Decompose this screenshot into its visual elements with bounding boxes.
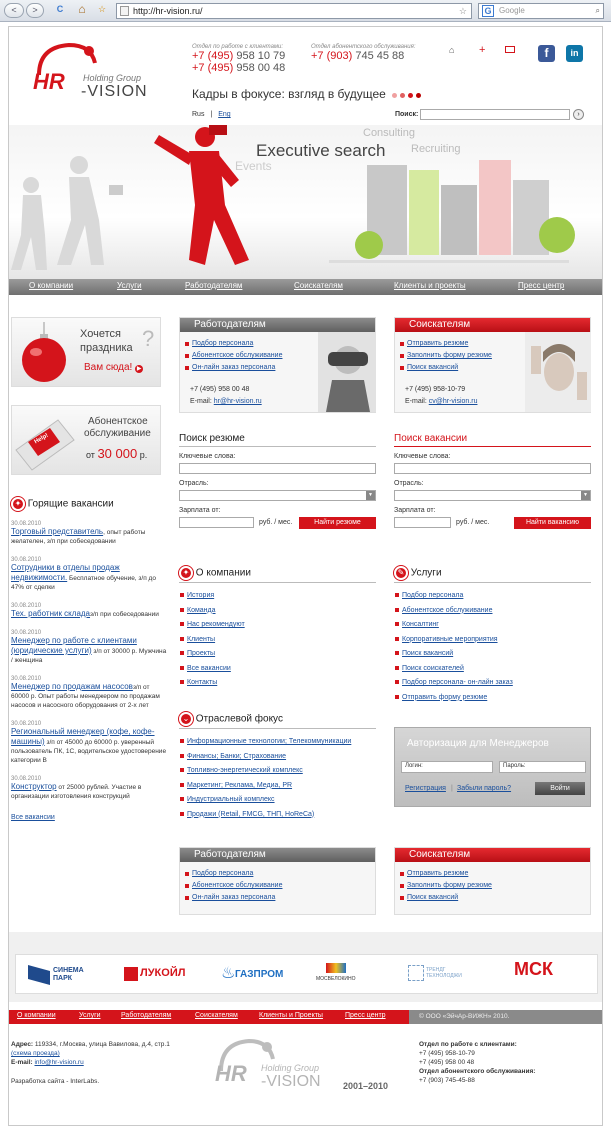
- banner-title: Executive search: [256, 141, 386, 160]
- list-item[interactable]: [184, 880, 371, 892]
- employers-box: [179, 317, 376, 413]
- list-item-link[interactable]: Финансы; Банки; Страхование: [187, 752, 287, 760]
- list-item-link[interactable]: Он-лайн заказ персонала: [192, 364, 276, 371]
- list-item-link[interactable]: Контакты: [187, 679, 218, 686]
- hot-list: [11, 521, 169, 801]
- page-icon: [120, 6, 129, 16]
- phone-code: +7 (903): [311, 50, 353, 62]
- stripes-icon: [326, 963, 346, 973]
- list-item-link[interactable]: Клиенты: [187, 635, 216, 643]
- promo-title: Абонентское: [88, 416, 148, 427]
- search-placeholder: Google: [499, 6, 525, 15]
- vacancy-title-link[interactable]: Сотрудники в отделы продаж недвижимости.: [11, 563, 120, 582]
- mail-icon[interactable]: [505, 46, 515, 53]
- vacancy-item: [11, 603, 169, 619]
- vacancy-body: [11, 527, 169, 546]
- list-item[interactable]: [394, 691, 591, 706]
- pencil-icon: ✎: [394, 566, 408, 580]
- chevron-down-icon: ▼: [366, 491, 375, 500]
- forgot-password-link[interactable]: Забыли пароль?: [457, 785, 512, 792]
- sitemap-icon[interactable]: +: [479, 44, 486, 56]
- vacancy-desc: з/п при собеседовании: [90, 611, 159, 618]
- search-bar[interactable]: [478, 3, 604, 19]
- employers-phone: +7 (495) 958 00 48: [190, 386, 250, 393]
- salary-label: Зарплата от:: [179, 507, 221, 514]
- vacancy-date: 30.08.2010: [11, 630, 42, 636]
- vacancy-search: [394, 433, 591, 533]
- footer-link-services[interactable]: Услуги: [79, 1012, 101, 1019]
- password-label: Пароль:: [503, 763, 526, 769]
- industry-label: Отрасль:: [394, 480, 424, 487]
- bookmark-star-icon[interactable]: ☆: [97, 4, 107, 14]
- price-prefix: от: [86, 450, 95, 460]
- list-item-link[interactable]: Абонентское обслуживание: [192, 352, 283, 359]
- menu-item-clients[interactable]: Клиенты и проекты: [394, 281, 466, 290]
- menu-item-press[interactable]: Пресс центр: [518, 281, 565, 290]
- box-title: Соискателям: [395, 848, 590, 862]
- subs-label: Отдел абонентского обслуживания:: [419, 1068, 536, 1075]
- search-go-button[interactable]: ›: [573, 109, 584, 120]
- list-item-link[interactable]: Продажи (Retail, FMCG, ТНП, HoReCa): [187, 810, 315, 818]
- list-item[interactable]: [179, 589, 376, 604]
- about-title: О компании: [195, 567, 251, 579]
- phone-number: 958 10 79: [236, 50, 286, 62]
- keywords-label: Ключевые слова:: [179, 453, 236, 460]
- list-item[interactable]: [179, 808, 376, 823]
- list-item[interactable]: [179, 750, 376, 765]
- address-label: Адрес:: [11, 1041, 34, 1048]
- grid-icon: [408, 965, 424, 981]
- services-list: [394, 589, 591, 705]
- tagline-text: Кадры в фокусе: взгляд в будущее: [192, 87, 386, 101]
- keywords-label: Ключевые слова:: [394, 453, 451, 460]
- list-item[interactable]: [179, 779, 376, 794]
- employers-list: [180, 862, 375, 910]
- phone-number: 958 00 48: [236, 62, 286, 74]
- resume-industry-select[interactable]: [179, 490, 376, 501]
- box-title: Работодателям: [180, 318, 375, 332]
- auth-title: Авторизация для Менеджеров: [407, 738, 549, 749]
- dot-icon: [408, 93, 413, 98]
- industry-label: Отрасль:: [179, 480, 209, 487]
- web-page: [8, 26, 603, 1126]
- vacancy-date: 30.08.2010: [11, 676, 42, 682]
- logo[interactable]: [29, 41, 179, 101]
- footer-logo-holding: Holding Group: [261, 1063, 320, 1073]
- password-input[interactable]: [499, 761, 586, 773]
- main-menu: [9, 279, 603, 295]
- list-item[interactable]: [399, 868, 586, 880]
- list-item[interactable]: [394, 676, 591, 691]
- footer-contacts: [419, 1040, 599, 1085]
- partner-logo-cinema[interactable]: [28, 963, 98, 987]
- promo-price: [86, 446, 147, 461]
- partner-name: СИНЕМА ПАРК: [53, 967, 84, 982]
- vacancy-date: 30.08.2010: [11, 721, 42, 727]
- vacancy-desc: , опыт работы желателен, з/п при собеседовании: [11, 529, 146, 545]
- refresh-button[interactable]: C: [56, 4, 64, 14]
- seekers-email[interactable]: cv@hr-vision.ru: [428, 398, 478, 405]
- forward-button[interactable]: >: [26, 3, 44, 18]
- list-item[interactable]: [179, 633, 376, 648]
- vacancy-title-link[interactable]: Региональный менеджер (кофе, кофе-машины): [11, 727, 155, 746]
- register-link[interactable]: Регистрация: [405, 785, 446, 792]
- list-item[interactable]: [394, 618, 591, 633]
- clients-label: Отдел по работе с клиентами:: [419, 1041, 517, 1048]
- home-button[interactable]: ⌂: [78, 2, 86, 16]
- list-item-link[interactable]: Отправить форму резюме: [402, 693, 488, 701]
- services-section: [394, 566, 591, 705]
- footer-logo-hr: HR: [215, 1061, 247, 1086]
- vacancy-item: [11, 776, 169, 801]
- login-label: Логин:: [405, 763, 423, 769]
- vacancy-date: 30.08.2010: [11, 521, 42, 527]
- footer-link-employers[interactable]: Работодателям: [121, 1012, 172, 1019]
- list-item[interactable]: [179, 793, 376, 808]
- vacancy-body: [11, 727, 169, 765]
- about-list: [179, 589, 376, 691]
- clients-phone: +7 (495) 958 00 48: [419, 1059, 475, 1066]
- seekers-list: [395, 862, 590, 910]
- vacancy-item: [11, 521, 169, 546]
- salary-label: Зарплата от:: [394, 507, 436, 514]
- promo-holiday[interactable]: [11, 317, 161, 387]
- partner-name: МСК: [514, 959, 553, 979]
- lukoil-icon: [124, 967, 138, 981]
- seekers-box: [394, 317, 591, 413]
- vacancy-desc: от 25000 рублей. Участие в организации изготовления конструкций: [11, 784, 142, 800]
- list-item-link[interactable]: Подбор персонала- он-лайн заказ: [402, 679, 513, 686]
- site-search-input[interactable]: [420, 109, 570, 120]
- partner-name: ЛУКОЙЛ: [140, 967, 186, 979]
- chevron-down-icon: ▼: [581, 491, 590, 500]
- vacancy-industry-select[interactable]: [394, 490, 591, 501]
- promo-title: Хочется: [80, 328, 121, 340]
- woman-frame-photo: [525, 332, 591, 412]
- footer-years: 2001–2010: [343, 1081, 389, 1091]
- box-title: Работодателям: [180, 848, 375, 862]
- list-item-link[interactable]: Поиск вакансий: [402, 650, 454, 657]
- list-item-link[interactable]: Отправить резюме: [407, 340, 469, 347]
- clients-label: Отдел по работе с клиентами:: [192, 44, 284, 50]
- services-title: Услуги: [410, 567, 442, 579]
- search-label: Поиск:: [395, 111, 419, 118]
- price-suffix: р.: [139, 450, 148, 460]
- find-resume-button[interactable]: Найти резюме: [299, 517, 376, 529]
- list-item-link[interactable]: Проекты: [187, 650, 216, 657]
- fire-icon: ✦: [11, 497, 25, 511]
- vacancy-body: [11, 609, 169, 619]
- vacancy-item: [11, 676, 169, 710]
- menu-item-services[interactable]: Услуги: [117, 281, 142, 290]
- list-item[interactable]: [179, 604, 376, 619]
- list-item-link[interactable]: История: [187, 592, 215, 599]
- footer-link-seekers[interactable]: Соискателям: [195, 1012, 238, 1019]
- list-item-link[interactable]: Поиск соискателей: [402, 664, 464, 672]
- footer-link-clients[interactable]: Клиенты и Проекты: [259, 1012, 323, 1019]
- list-item-link[interactable]: Маркетинг; Реклама, Медиа, PR: [187, 781, 293, 789]
- list-item-link[interactable]: Нас рекомендуют: [187, 621, 245, 628]
- banner-word-events: Events: [235, 159, 272, 173]
- hr-icon: ✦: [179, 566, 193, 580]
- vacancy-body: [11, 782, 169, 801]
- home-icon[interactable]: ⌂: [449, 45, 455, 55]
- list-item[interactable]: [179, 662, 376, 677]
- promo-link[interactable]: [84, 362, 143, 373]
- vacancy-title-link[interactable]: Конструктор: [11, 782, 57, 791]
- hot-title: Горящие вакансии: [27, 498, 114, 510]
- list-item[interactable]: [399, 892, 586, 904]
- clients-contacts: [192, 44, 285, 74]
- scheme-link[interactable]: (схема проезда): [11, 1050, 60, 1057]
- salary-unit: руб. / мес.: [456, 519, 490, 526]
- facebook-icon[interactable]: f: [538, 45, 555, 62]
- footer-menu: [9, 1010, 603, 1024]
- vacancy-desc: з/п от 30000 р. Мужчина / женщина: [11, 648, 167, 664]
- employers-email[interactable]: hr@hr-vision.ru: [213, 398, 262, 405]
- dot-icon: [416, 93, 421, 98]
- url-bar[interactable]: [116, 3, 472, 19]
- vacancy-keywords-input[interactable]: [394, 463, 591, 474]
- footer-link-press[interactable]: Пресс центр: [345, 1012, 386, 1019]
- arrow-right-icon: ▶: [136, 366, 142, 372]
- list-item-link[interactable]: Поиск вакансий: [407, 364, 459, 371]
- vacancy-body: [11, 636, 169, 665]
- flame-icon: ♨: [221, 965, 236, 982]
- all-vacancies-link[interactable]: Все вакансии: [11, 814, 55, 821]
- box-title: Соискателям: [395, 318, 590, 332]
- seekers-box-bottom: [394, 847, 591, 915]
- lang-separator: |: [210, 111, 213, 118]
- christmas-ball-icon: [16, 322, 72, 384]
- list-item-link[interactable]: Он-лайн заказ персонала: [192, 894, 276, 901]
- vacancy-item: [11, 721, 169, 765]
- list-item-link[interactable]: Консалтинг: [402, 621, 439, 628]
- resume-search-title: Поиск резюме: [179, 433, 376, 447]
- menu-item-employers[interactable]: Работодателям: [185, 281, 243, 290]
- vacancy-title-link[interactable]: Менеджер по продажам насосов: [11, 682, 133, 691]
- list-item-link[interactable]: Заполнить форму резюме: [407, 352, 492, 359]
- vacancy-date: 30.08.2010: [11, 776, 42, 782]
- partner-logo-lukoil[interactable]: [124, 965, 204, 985]
- focus-list: [179, 735, 376, 822]
- subs-contacts: [311, 44, 416, 62]
- clients-phone: +7 (495) 958-10-79: [419, 1050, 475, 1057]
- partner-name: МОСВЕЛОКИНО: [316, 976, 356, 982]
- promo-title: обслуживание: [84, 428, 151, 439]
- banner-word-consulting: Consulting: [363, 127, 415, 139]
- list-item-link[interactable]: Топливно-энергетический комплекс: [187, 767, 303, 774]
- salary-unit: руб. / мес.: [259, 519, 293, 526]
- vacancy-body: [11, 563, 169, 592]
- auth-box: [394, 727, 591, 807]
- list-item[interactable]: [394, 589, 591, 604]
- login-button[interactable]: Войти: [535, 782, 585, 795]
- list-item-link[interactable]: Абонентское обслуживание: [402, 606, 493, 614]
- list-item[interactable]: [179, 735, 376, 750]
- list-item-link[interactable]: Команда: [187, 606, 216, 614]
- promo-title: праздника: [80, 342, 133, 354]
- list-item[interactable]: [394, 647, 591, 662]
- list-item[interactable]: [399, 880, 586, 892]
- dot-icon: [400, 93, 405, 98]
- lang-switch: [192, 111, 231, 118]
- partner-name: ГАЗПРОМ: [235, 969, 284, 980]
- employers-box-bottom: [179, 847, 376, 915]
- list-item[interactable]: [179, 676, 376, 691]
- list-item-link[interactable]: Заполнить форму резюме: [407, 882, 492, 889]
- email-label: E-mail:: [405, 398, 427, 405]
- menu-item-seekers[interactable]: Соискателям: [294, 281, 343, 290]
- list-item[interactable]: [184, 868, 371, 880]
- list-item-link[interactable]: Подбор персонала: [402, 592, 464, 599]
- vacancy-title-link[interactable]: Торговый представитель: [11, 527, 104, 536]
- hot-vacancies: [11, 497, 169, 821]
- google-icon: G: [482, 5, 494, 17]
- resume-keywords-input[interactable]: [179, 463, 376, 474]
- vacancy-body: [11, 682, 169, 710]
- email-label: E-mail:: [190, 398, 212, 405]
- list-item[interactable]: [394, 604, 591, 619]
- price-value: 30 000: [97, 446, 138, 461]
- promo-link-text: Вам сюда!: [84, 362, 133, 373]
- developer-credit: Разработка сайта - InterLabs.: [11, 1078, 100, 1085]
- partners-logos: [15, 954, 598, 994]
- vacancy-date: 30.08.2010: [11, 603, 42, 609]
- banner: [9, 125, 603, 279]
- partners-strip: [9, 932, 603, 1002]
- browser-toolbar: [0, 0, 611, 22]
- list-item-link[interactable]: Поиск вакансий: [407, 894, 459, 901]
- star-icon[interactable]: ☆: [458, 6, 467, 16]
- vacancy-item: [11, 630, 169, 665]
- list-item[interactable]: [179, 764, 376, 779]
- list-item-link[interactable]: Информационные технологии; Телекоммуникации: [187, 738, 352, 745]
- resume-salary-input[interactable]: [179, 517, 254, 528]
- url-text: http://hr-vision.ru/: [133, 6, 203, 16]
- list-item-link[interactable]: Корпоративные мероприятия: [402, 635, 498, 643]
- chevron-down-icon: ⌄: [179, 712, 193, 726]
- binoculars-man-photo: [318, 332, 376, 412]
- address-value: 119334, г.Москва, улица Вавилова, д.4, стр.1: [34, 1041, 170, 1048]
- question-mark: ?: [142, 326, 155, 351]
- vacancy-title-link[interactable]: Менеджер по работе с клиентами (юридические услуги): [11, 636, 137, 655]
- partner-logo-trend[interactable]: [408, 963, 478, 987]
- subs-label: Отдел абонентского обслуживания:: [311, 44, 416, 50]
- lang-ru[interactable]: Rus: [192, 111, 205, 118]
- copyright: © ООО «ЭйчАр-ВИЖН» 2010.: [409, 1010, 603, 1024]
- auth-separator: |: [451, 785, 453, 792]
- login-input[interactable]: [401, 761, 493, 773]
- focus-section: [179, 712, 376, 822]
- tagline: [192, 87, 421, 101]
- logo-hr: HR: [33, 69, 65, 94]
- keyboard-icon: [14, 410, 76, 472]
- partner-name: ТРЕНДГ ТЕХНОЛОДЖИ: [426, 967, 462, 979]
- vacancy-desc: з/п от 45000 до 60000 р. уверенный пользователь ПК, 1С, водительское удостоверение категории В: [11, 739, 167, 764]
- seekers-phone: +7 (495) 958-10-79: [405, 386, 466, 393]
- list-item-link[interactable]: Все вакансии: [187, 664, 231, 672]
- vacancy-desc: Бесплатное обучение, з/п до 47% от сделки: [11, 575, 156, 591]
- vacancy-salary-input[interactable]: [394, 517, 451, 528]
- partner-logo-mosfilm[interactable]: [316, 963, 386, 987]
- partner-logo-gazprom[interactable]: [221, 963, 296, 987]
- logo-vision: -VISION: [81, 83, 148, 100]
- list-item[interactable]: [394, 633, 591, 648]
- list-item[interactable]: [179, 618, 376, 633]
- vacancy-desc: з/п от 60000 р. Опыт работы менеджером по продажам насосов и насосного оборудования от 2-х лет: [11, 684, 160, 709]
- help-key: Help!: [33, 432, 50, 446]
- linkedin-icon[interactable]: in: [566, 45, 583, 62]
- back-button[interactable]: <: [4, 3, 24, 18]
- lang-en[interactable]: Eng: [218, 111, 231, 118]
- cinema-icon: [28, 965, 50, 985]
- focus-title: Отраслевой фокус: [195, 713, 283, 725]
- phone-number: 745 45 88: [355, 50, 405, 62]
- subs-phone: +7 (903) 745-45-88: [419, 1077, 475, 1084]
- search-icon[interactable]: ⌕: [595, 6, 600, 15]
- list-item[interactable]: [184, 892, 371, 904]
- list-item[interactable]: [394, 662, 591, 677]
- list-item-link[interactable]: Отправить резюме: [407, 870, 469, 877]
- dot-icon: [392, 93, 397, 98]
- phone-code: +7 (495): [192, 50, 234, 62]
- footer-link-about[interactable]: О компании: [17, 1012, 56, 1019]
- footer-logo: [209, 1035, 399, 1105]
- about-section: [179, 566, 376, 691]
- find-vacancy-button[interactable]: Найти вакансию: [514, 517, 591, 529]
- list-item-link[interactable]: Подбор персонала: [192, 870, 254, 877]
- resume-search: [179, 433, 376, 533]
- list-item[interactable]: [179, 647, 376, 662]
- list-item-link[interactable]: Подбор персонала: [192, 340, 254, 347]
- banner-word-recruiting: Recruiting: [411, 143, 461, 155]
- promo-subscription[interactable]: [11, 405, 161, 475]
- vacancy-item: [11, 557, 169, 592]
- email-label: E-mail:: [11, 1059, 33, 1066]
- menu-item-about[interactable]: О компании: [29, 281, 74, 290]
- vacancy-date: 30.08.2010: [11, 557, 42, 563]
- vacancy-search-title: Поиск вакансии: [394, 433, 591, 447]
- logo-holding: Holding Group: [83, 73, 142, 83]
- vacancy-title-link[interactable]: Тех. работник склада: [11, 609, 91, 618]
- list-item-link[interactable]: Абонентское обслуживание: [192, 882, 283, 889]
- partner-logo-msk[interactable]: [514, 959, 574, 991]
- list-item-link[interactable]: Индустриальный комплекс: [187, 796, 275, 803]
- footer-email[interactable]: info@hr-vision.ru: [34, 1059, 84, 1066]
- footer-address: [11, 1040, 201, 1086]
- footer-logo-vision: -VISION: [261, 1073, 321, 1090]
- phone-code: +7 (495): [192, 62, 234, 74]
